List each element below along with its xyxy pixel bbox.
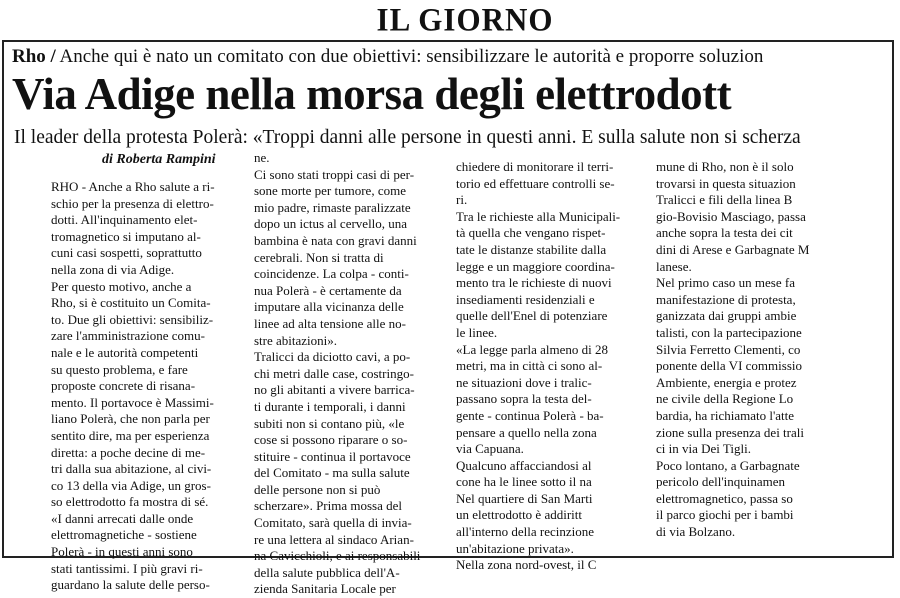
text-line: mune di Rho, non è il solo [656, 159, 794, 174]
text-line: su questo problema, e fare [51, 361, 188, 377]
text-line: anche sopra la testa dei cit [656, 225, 793, 241]
text-line: cuni casi sospetti, soprattutto [51, 245, 202, 261]
text-line: quelle dell'Enel di potenziare [456, 308, 608, 324]
text-column-2 [254, 150, 454, 597]
text-line: gio-Bovisio Masciago, passa [656, 208, 806, 224]
text-line: nale e le autorità competenti [51, 344, 199, 360]
text-line: elettromagnetico, passa so [656, 490, 793, 506]
text-line: torio ed effettuare controlli se- [456, 175, 615, 191]
text-line: imputare alla vicinanza delle [254, 299, 404, 315]
text-line: Poco lontano, a Garbagnate [656, 457, 800, 473]
text-column-3 [456, 159, 648, 573]
text-line: metri, ma in città ci sono al- [456, 358, 603, 374]
masthead [0, 2, 900, 38]
text-line: liano Polerà, che non parla per [51, 411, 210, 427]
text-line: all'interno della recinzione [456, 524, 595, 540]
text-line: ne. [254, 150, 270, 165]
article-byline: di Roberta Rampini [102, 152, 216, 167]
article-kicker [12, 46, 763, 68]
text-line: ne situazioni dove i tralic- [456, 374, 592, 390]
text-line: dotti. All'inquinamento elet- [51, 212, 198, 228]
text-line: il parco giochi per i bambi [656, 507, 794, 523]
text-line: stre abitazioni». [254, 332, 338, 348]
text-line: della salute pubblica dell'A- [254, 564, 400, 580]
text-line: subiti non si contano più, «le [254, 415, 405, 431]
kicker-place: Rho / [12, 46, 56, 67]
text-line: coincidenze. La colpa - conti- [254, 266, 409, 282]
text-line: scherzare». Prima mossa del [254, 498, 403, 514]
text-line: bambina è nata con gravi danni [254, 232, 417, 248]
text-line: di via Bolzano. [656, 524, 736, 540]
text-line: del Comitato - ma sulla salute [254, 465, 410, 481]
text-line: tate le distanze stabilite dalla [456, 241, 607, 257]
text-line: schio per la presenza di elettro- [51, 195, 214, 211]
text-line: RHO - Anche a Rho salute a ri- [51, 179, 215, 194]
text-line: ganizzata dai gruppi ambie [656, 308, 797, 324]
text-line: gente - continua Polerà - ba- [456, 407, 604, 423]
text-line: na Cavicchioli, e ai responsabili [254, 548, 421, 564]
text-line: Tra le richieste alla Municipali- [456, 208, 621, 224]
text-line: trovarsi in questa situazion [656, 175, 796, 191]
text-line: Qualcuno affacciandosi al [456, 457, 592, 473]
text-line: insediamenti residenziali e [456, 291, 595, 307]
text-line: chi metri dalle case, costringo- [254, 365, 414, 381]
text-line: mento tra le richieste di nuovi [456, 275, 612, 291]
text-line: le linee. [456, 324, 498, 340]
text-line: Ambiente, energia e protez [656, 374, 797, 390]
text-line: Ci sono stati troppi casi di per- [254, 166, 415, 182]
text-line: chiedere di monitorare il terri- [456, 159, 614, 174]
text-line: ne civile della Regione Lo [656, 391, 794, 407]
text-line: manifestazione di protesta, [656, 291, 796, 307]
text-line: diretta: a poche decine di me- [51, 444, 206, 460]
text-line: dini di Arese e Garbagnate M [656, 241, 810, 257]
article-clipping [2, 40, 894, 597]
text-line: to. Due gli obiettivi: sensibiliz- [51, 311, 214, 327]
text-line: Per questo motivo, anche a [51, 278, 192, 294]
text-line: stati tantissimi. I più gravi ri- [51, 560, 203, 576]
text-line: sone morte per tumore, come [254, 183, 406, 199]
text-line: pericolo dell'inquinamen [656, 474, 786, 490]
text-line: tri dalla sua abitazione, al civi- [51, 461, 212, 477]
text-line: talisti, con la partecipazione [656, 324, 802, 340]
text-line: legge e un maggiore coordina- [456, 258, 615, 274]
text-line: re una lettera al sindaco Arian- [254, 531, 414, 547]
text-line: so elettrodotto fa mostra di sé. [51, 494, 209, 510]
text-line: mio padre, rimaste paralizzate [254, 199, 411, 215]
text-line: nella zona di via Adige. [51, 261, 175, 277]
text-line: nua Polerà - è certamente da [254, 282, 402, 298]
text-line: cose si possono riparare o so- [254, 432, 408, 448]
text-line: mento. Il portavoce è Massimi- [51, 394, 214, 410]
text-line: passano sopra la testa del- [456, 391, 592, 407]
text-line: pensare a quello nella zona [456, 424, 597, 440]
text-line: via Capuana. [456, 441, 524, 457]
text-line: tromagnetico si imputano al- [51, 228, 201, 244]
text-line: un'abitazione privata». [456, 540, 574, 556]
text-line: linee ad alta tensione alle no- [254, 315, 406, 331]
text-line: Nella zona nord-ovest, il C [456, 557, 597, 573]
article-subhead: Il leader della protesta Polerà: «Troppi danni alle persone in questi anni. E sulla salute non si scherza [14, 127, 801, 148]
text-line: Polerà - in questi anni sono [51, 544, 193, 560]
text-line: Nel primo caso un mese fa [656, 275, 795, 291]
text-line: bardia, ha richiamato l'atte [656, 407, 795, 423]
text-line: «I danni arrecati dalle onde [51, 510, 194, 526]
text-line: zione sulla presenza dei trali [656, 424, 804, 440]
text-line: Silvia Ferretto Clementi, co [656, 341, 801, 357]
text-line: zare l'amministrazione comu- [51, 328, 205, 344]
text-line: ti durante i temporali, i danni [254, 398, 406, 414]
text-line: Comitato, sarà quella di invia- [254, 515, 412, 531]
text-line: dopo un ictus al cervello, una [254, 216, 408, 232]
text-line: tà quella che vengano rispet- [456, 225, 606, 241]
newspaper-title: IL GIORNO [376, 1, 554, 38]
text-line: ci in via Dei Tigli. [656, 441, 751, 457]
kicker-text: Anche qui è nato un comitato con due obiettivi: sensibilizzare le autorità e proporre soluzion [55, 46, 764, 67]
text-line: guardano la salute delle perso- [51, 577, 210, 593]
text-line: ri. [456, 192, 468, 208]
text-line: no gli abitanti a vivere barrica- [254, 382, 415, 398]
text-column-4 [656, 159, 892, 554]
text-line: un elettrodotto è addiritt [456, 507, 582, 523]
text-line: ponente della VI commissio [656, 358, 802, 374]
text-line: «La legge parla almeno di 28 [456, 341, 608, 357]
text-line: lanese. [656, 258, 692, 274]
text-column-1 [51, 179, 253, 593]
text-line: Rho, si è costituito un Comita- [51, 295, 211, 311]
text-line: cone ha le linee sotto il na [456, 474, 592, 490]
text-line: Tralicci e fili della linea B [656, 192, 793, 208]
text-line: stituire - continua il portavoce [254, 448, 411, 464]
text-line: Tralicci da diciotto cavi, a po- [254, 349, 411, 365]
text-line: cerebrali. Non si tratta di [254, 249, 384, 265]
text-line: zienda Sanitaria Locale per [254, 581, 396, 597]
text-line: Nel quartiere di San Marti [456, 490, 593, 506]
text-line: sentito dire, ma per esperienza [51, 427, 210, 443]
text-line: elettromagnetiche - sostiene [51, 527, 197, 543]
article-headline: Via Adige nella morsa degli elettrodott [12, 69, 732, 119]
text-line: proposte concrete di risana- [51, 378, 196, 394]
text-line: delle persone non si può [254, 481, 381, 497]
text-line: co 13 della via Adige, un gros- [51, 477, 211, 493]
